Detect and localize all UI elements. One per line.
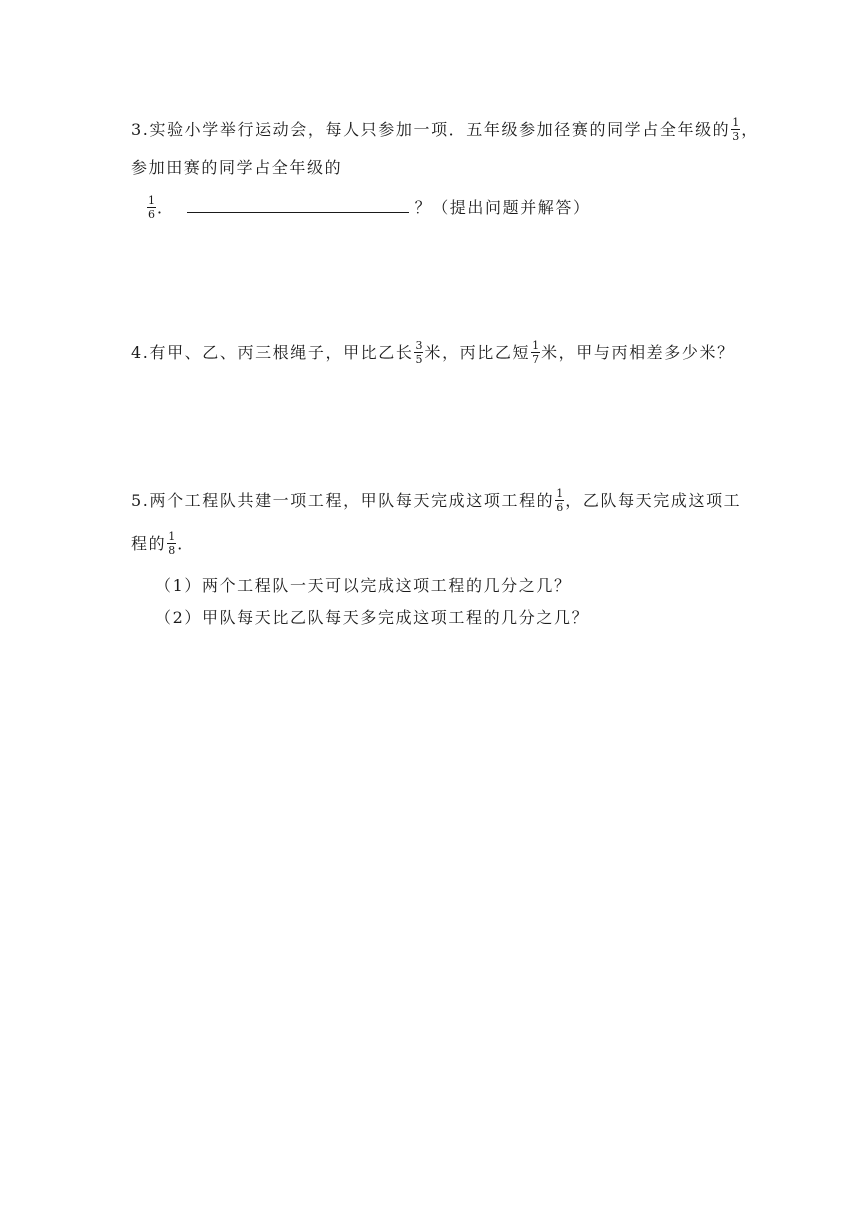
q3-answer-blank[interactable] <box>187 198 409 213</box>
q5-subquestion-2: （2）甲队每天比乙队每天多完成这项工程的几分之几？ <box>155 608 590 627</box>
q3-line2 <box>131 157 342 179</box>
q3-line3: $\frac{1}{6}$ ． ？（提出问题并解答） <box>148 194 591 221</box>
q3-line1: 3.实验小学举行运动会，每人只参加一项．五年级参加径赛的同学占全年级的 $\frac{1}{3}$ ， <box>131 116 759 143</box>
q4-fraction-one-seventh: $\frac{1}{7}$ <box>532 339 540 366</box>
q5-fraction-one-sixth: $\frac{1}{6}$ <box>556 487 564 514</box>
q5-subquestion-1: （1）两个工程队一天可以完成这项工程的几分之几？ <box>155 576 572 595</box>
q5-line2: 程的 $\frac{1}{8}$ ． <box>131 530 195 557</box>
q3-line2-text: 参加田赛的同学占全年级的 <box>131 158 343 177</box>
q5-line1: 5.两个工程队共建一项工程，甲队每天完成这项工程的 $\frac{1}{6}$ ，乙队每天完成这项工 <box>131 487 742 514</box>
q5-fraction-one-eighth: $\frac{1}{8}$ <box>168 530 176 557</box>
q3-fraction-one-third: $\frac{1}{3}$ <box>732 116 740 143</box>
q3-line1-text: 3.实验小学举行运动会，每人只参加一项．五年级参加径赛的同学占全年级的 <box>131 120 731 139</box>
q3-prompt: ？（提出问题并解答） <box>414 198 591 217</box>
q4-line: 4.有甲、乙、丙三根绳子，甲比乙长 $\frac{3}{5}$ 米，丙比乙短 $\frac{1}{7}$ 米，甲与丙相差多少米？ <box>131 339 735 366</box>
q4-fraction-three-fifths: $\frac{3}{5}$ <box>415 339 423 366</box>
q3-fraction-one-sixth: $\frac{1}{6}$ <box>148 194 155 221</box>
